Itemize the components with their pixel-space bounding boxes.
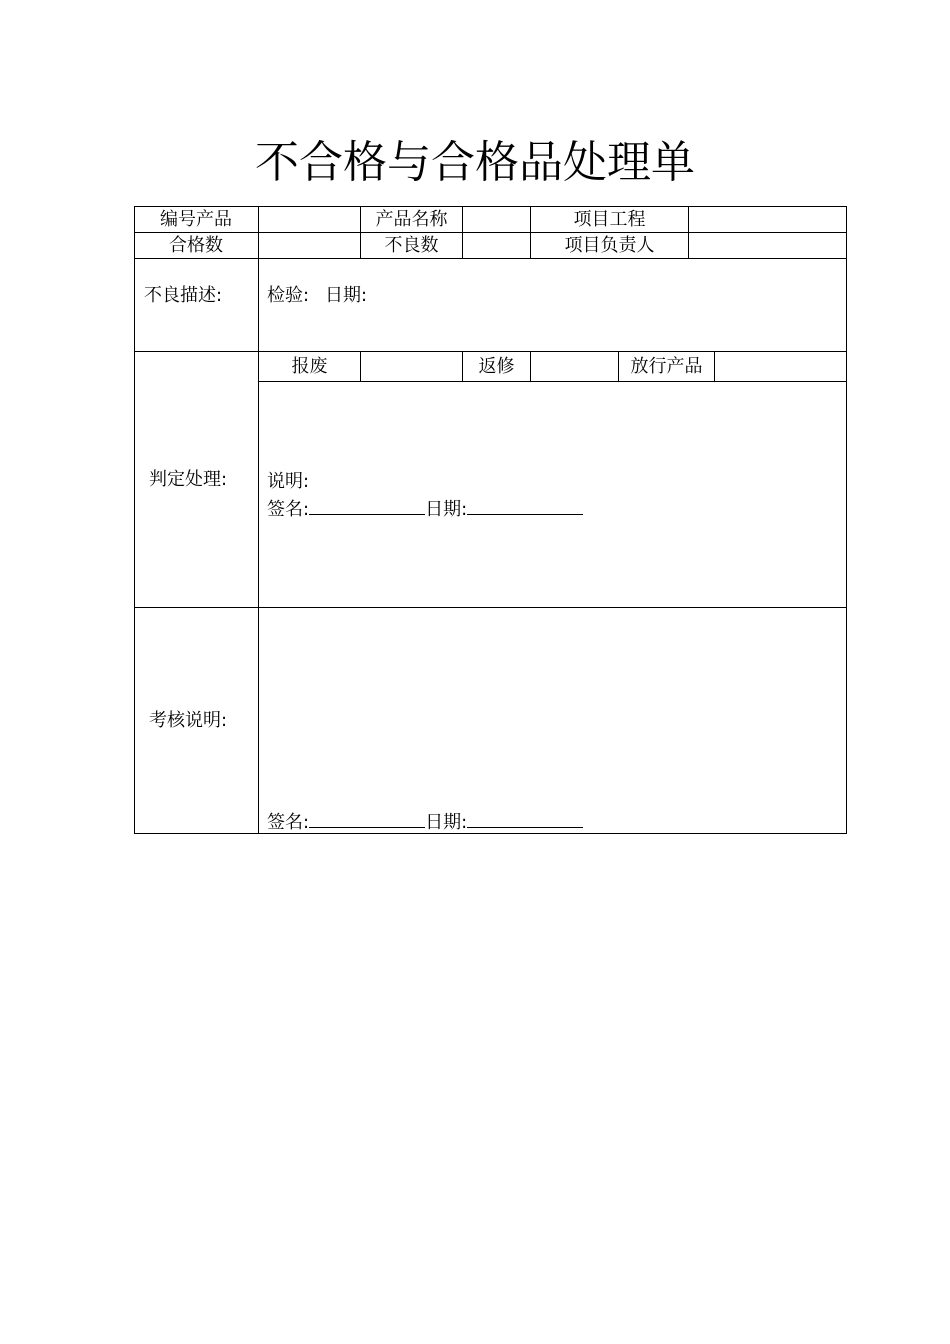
assessment-label: 考核说明:: [149, 710, 228, 731]
scrap-option-field[interactable]: [361, 352, 462, 382]
inspection-date-label: 日期:: [325, 285, 368, 306]
scrap-option-label: 报废: [291, 356, 328, 377]
column-divider: [258, 206, 259, 834]
signature-label: 签名:: [267, 499, 310, 520]
signature-blank[interactable]: [309, 496, 425, 515]
judgement-explanation-label: 说明:: [267, 471, 310, 492]
project-manager-label: 项目负责人: [564, 235, 655, 256]
disposition-form: [134, 206, 847, 834]
release-option-field[interactable]: [715, 352, 847, 382]
judgement-label: 判定处理:: [149, 469, 228, 490]
inspection-label: 检验:: [267, 285, 310, 306]
product-name-label: 产品名称: [375, 209, 448, 230]
rework-option-field[interactable]: [531, 352, 618, 382]
date-blank[interactable]: [467, 809, 583, 828]
signature-blank[interactable]: [309, 809, 425, 828]
defective-count-label: 不良数: [384, 235, 439, 256]
form-title: 不合格与合格品处理单: [255, 137, 695, 188]
project-label: 项目工程: [573, 209, 646, 230]
date-blank[interactable]: [467, 496, 583, 515]
defective-count-field[interactable]: [463, 233, 530, 259]
row-divider: [134, 607, 847, 608]
product-code-field[interactable]: [259, 207, 360, 233]
project-manager-field[interactable]: [689, 233, 847, 259]
qualified-count-field[interactable]: [259, 233, 360, 259]
date-label: 日期:: [425, 812, 468, 833]
product-name-field[interactable]: [463, 207, 530, 233]
qualified-count-label: 合格数: [169, 235, 223, 256]
defect-description-label: 不良描述:: [144, 285, 223, 306]
judgement-signature-line: [267, 496, 583, 522]
date-label: 日期:: [425, 499, 468, 520]
signature-label: 签名:: [267, 812, 310, 833]
release-option-label: 放行产品: [630, 356, 703, 377]
project-field[interactable]: [689, 207, 847, 233]
rework-option-label: 返修: [478, 356, 515, 377]
assessment-signature-line: [267, 809, 583, 835]
product-code-label: 编号产品: [160, 209, 232, 230]
